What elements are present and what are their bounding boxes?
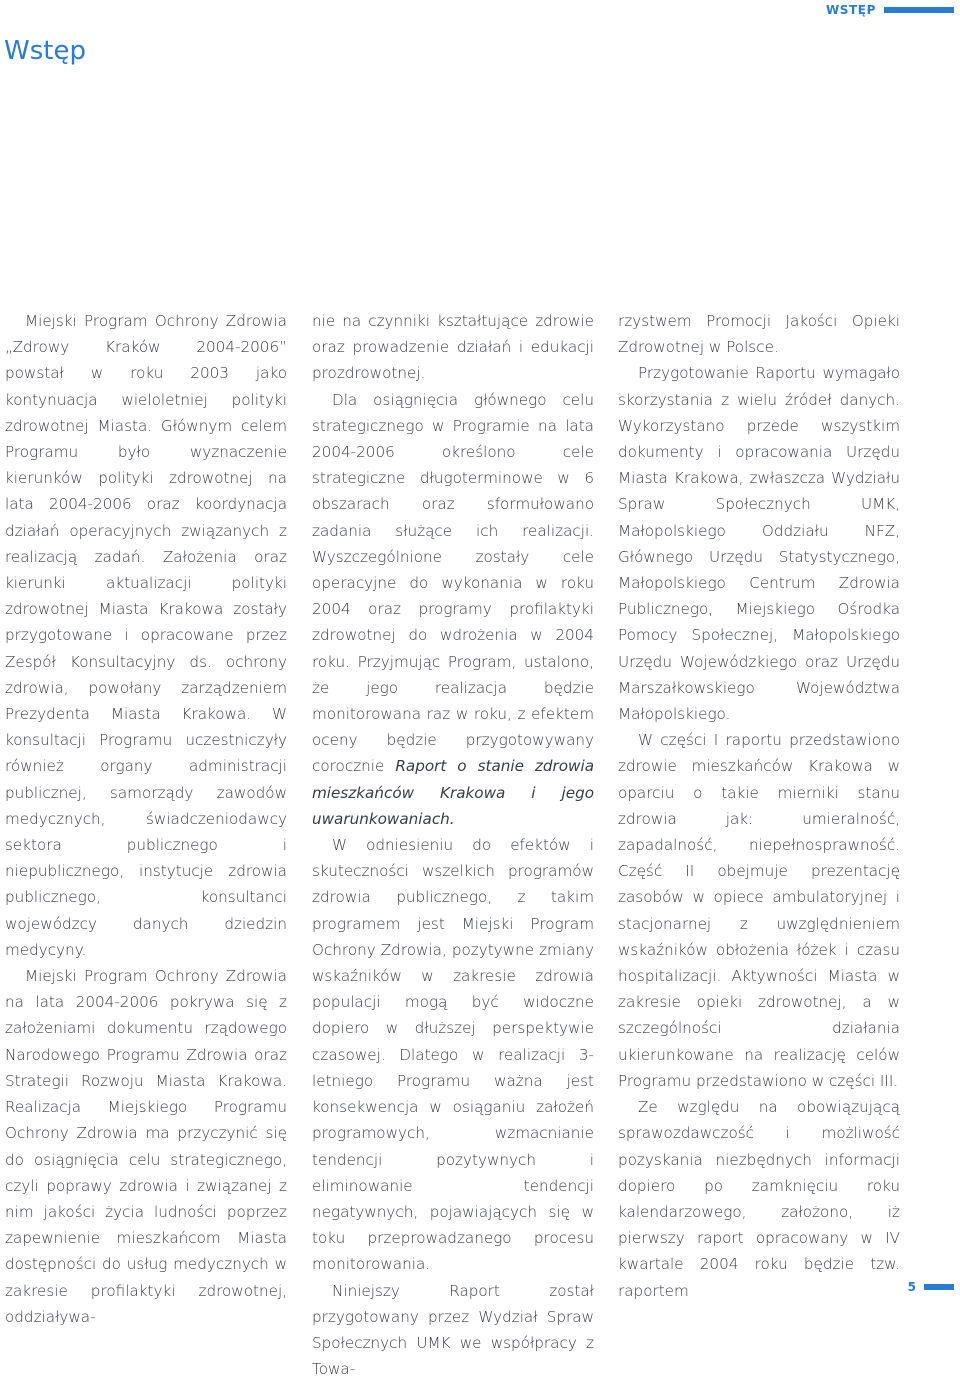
paragraph-continued: rzystwem Promocji Jakości Opieki Zdrowotnej w Polsce. bbox=[618, 312, 900, 357]
text-column-3 bbox=[618, 308, 900, 1304]
report-title-italic: Raport o stanie zdrowia mieszkańców Krakowa i jego uwarunkowaniach. bbox=[312, 757, 595, 828]
paragraph bbox=[312, 387, 594, 832]
paragraph: Miejski Program Ochrony Zdrowia „Zdrowy Kraków 2004-2006” powstał w roku 2003 jako kontynuacja wieloletniej polityki zdrowotnej Miasta. Głównym celem Programu było wyznaczenie kierunków polityki zdrowotnej na lata 2004-2006 oraz koordynacja działań operacyjnych związanych z realizacją zadań. Założenia oraz kierunki aktualizacji polityki zdrowotnej Miasta Krakowa zostały przygotowane i opracowane przez Zespół Konsultacyjny ds. ochrony zdrowia, powołany zarządzeniem Prezydenta Miasta Krakowa. W konsultacji Programu uczestniczyły również organy administracji publicznej, samorządy zawodów medycznych, świadczeniodawcy sektora publicznego i niepublicznego, instytucje zdrowia publicznego, konsultanci wojewódzcy danych dziedzin medycyny. bbox=[5, 312, 287, 959]
running-title: WSTĘP bbox=[825, 3, 876, 17]
header-accent-bar bbox=[884, 7, 954, 13]
paragraph-text: Dla osiągnięcia głównego celu strategicznego w Programie na lata 2004-2006 określono cele strategiczne długoterminowe w 6 obszarach oraz sformułowano zadania służące ich realizacji. Wyszczególnione zostały cele operacyjne do wykonania w roku 2004 oraz programy profilaktyki zdrowotnej do wdrożenia w 2004 roku. Przyjmując Program, ustalono, że jego realizacja będzie monitorowana raz w roku, z efektem oceny będzie przygotowywany corocznie bbox=[312, 390, 594, 776]
paragraph: Miejski Program Ochrony Zdrowia na lata 2004-2006 pokrywa się z założeniami dokumentu rządowego Narodowego Programu Zdrowia oraz Strategii Rozwoju Miasta Krakowa. Realizacja Miejskiego Programu Ochrony Zdrowia ma przyczynić się do osiągnięcia celu strategicznego, czyli poprawy zdrowia i związanej z nim jakości życia ludności poprzez zapewnienie mieszkańcom Miasta dostępności do usług medycznych w zakresie profilaktyki zdrowotnej, oddziaływa- bbox=[5, 967, 287, 1326]
text-column-2 bbox=[312, 308, 594, 1382]
page-title: Wstęp bbox=[4, 36, 86, 66]
paragraph: W odniesieniu do efektów i skuteczności wszelkich programów zdrowia publicznego, z takim programem jest Miejski Program Ochrony Zdrowia, pozytywne zmiany wskaźników w zakresie zdrowia populacji mogą być widoczne dopiero w dłuższej perspektywie czasowej. Dlatego w realizacji 3-letniego Programu ważna jest konsekwencja w osiąganiu założeń programowych, wzmacnianie tendencji pozytywnych i eliminowanie tendencji negatywnych, pojawiających się w toku przeprowadzanego procesu monitorowania. bbox=[312, 836, 594, 1274]
page-footer bbox=[908, 1280, 954, 1294]
page-number: 5 bbox=[907, 1280, 916, 1294]
footer-accent-bar bbox=[924, 1284, 954, 1290]
running-header bbox=[826, 2, 954, 18]
paragraph: Ze względu na obowiązującą sprawozdawczość i możliwość pozyskania niezbędnych informacji dopiero po zamknięciu roku kalendarzowego, założono, iż pierwszy raport opracowany w IV kwartale 2004 roku będzie tzw. raportem bbox=[618, 1098, 900, 1300]
paragraph-continued: nie na czynniki kształtujące zdrowie oraz prowadzenie działań i edukacji prozdrowotnej. bbox=[312, 312, 594, 383]
text-column-1 bbox=[5, 308, 287, 1330]
paragraph: Przygotowanie Raportu wymagało skorzystania z wielu źródeł danych. Wykorzystano przede wszystkim dokumenty i opracowania Urzędu Miasta Krakowa, zwłaszcza Wydziału Spraw Społecznych UMK, Małopolskiego Oddziału NFZ, Głównego Urzędu Statystycznego, Małopolskiego Centrum Zdrowia Publicznego, Miejskiego Ośrodka Pomocy Społecznej, Małopolskiego Urzędu Wojewódzkiego oraz Urzędu Marszałkowskiego Województwa Małopolskiego. bbox=[618, 364, 900, 724]
paragraph: W części I raportu przedstawiono zdrowie mieszkańców Krakowa w oparciu o takie mierniki stanu zdrowia jak: umieralność, zapadalność, niepełnosprawność. Część II obejmuje prezentację zasobów w opiece ambulatoryjnej i stacjonarnej z uwzględnieniem wskaźników obłożenia łóżek i czasu hospitalizacji. Aktywności Miasta w zakresie opieki zdrowotnej, a w szczególności działania ukierunkowane na realizację celów Programu przedstawiono w części III. bbox=[618, 731, 900, 1090]
paragraph: Niniejszy Raport został przygotowany przez Wydział Spraw Społecznych UMK we współpracy z Towa- bbox=[312, 1281, 594, 1379]
